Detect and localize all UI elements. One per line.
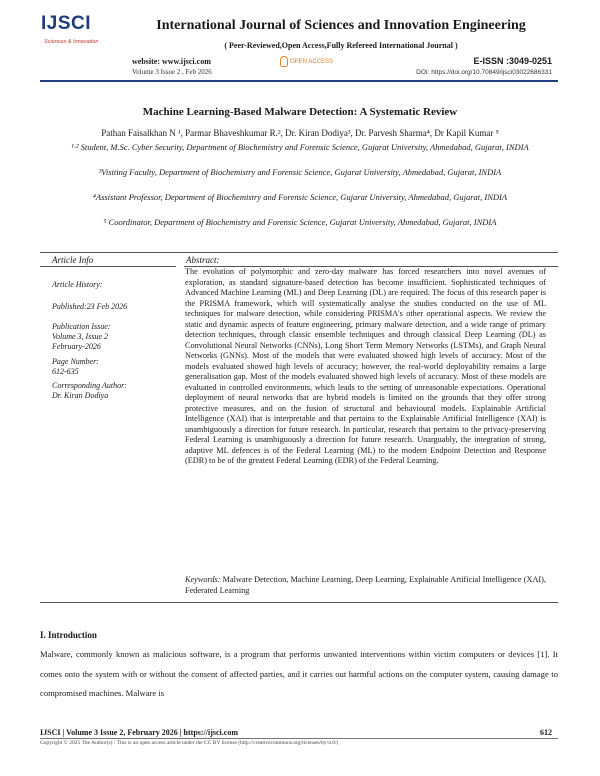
affiliation-1: ¹·² Student, M.Sc. Cyber Security, Department of Biochemistry and Forensic Science, Gujarat University, Ahmedabad, Gujarat, INDIA: [71, 142, 529, 152]
copyright-notice: Copyright © 2025 The Author(s) : This is an open access article under the CC BY license (http://creativecommons.org/licenses/by/4.0/): [40, 740, 339, 746]
keywords-list: Malware Detection, Machine Learning, Deep Learning, Explainable Artificial Intelligence (XAI), Federated Learning: [185, 575, 546, 595]
article-history: Article History:: [52, 280, 103, 289]
author-list: Pathan Faisalkhan N ¹, Parmar Bhaveshkumar R.², Dr. Kiran Dodiya³, Dr. Parvesh Sharma⁴, Dr Kapil Kumar ⁵: [101, 128, 499, 138]
section-heading-introduction: I. Introduction: [40, 630, 97, 640]
doi-link[interactable]: DOI: https://doi.org/10.70849/ijsci03022686331: [416, 69, 552, 76]
article-info-rule: [40, 266, 176, 267]
issn: E-ISSN :3049-0251: [473, 56, 552, 66]
footer-divider: [40, 738, 558, 739]
affiliation-3: ⁴Assistant Professor, Department of Biochemistry and Forensic Science, Gujarat University, Ahmedabad, Gujarat, INDIA: [92, 192, 508, 202]
open-access-icon: [280, 56, 288, 67]
article-info-heading: Article Info: [52, 255, 94, 265]
volume-info: Volume 3 Issue 2 , Feb 2026: [132, 68, 212, 76]
page-number-footer: 612: [540, 728, 552, 737]
journal-subtitle: ( Peer-Reviewed,Open Access,Fully Refereed International Journal ): [224, 41, 458, 50]
page-number: Page Number: 612-635: [52, 357, 99, 376]
abstract-heading: Abstract:: [186, 255, 220, 265]
keywords-label: Keywords:: [185, 575, 221, 584]
corresponding-author: Corresponding Author: Dr. Kiran Dodiya: [52, 381, 127, 400]
open-access-label: OPEN ACCESS: [290, 59, 334, 65]
introduction-text: Malware, commonly known as malicious software, is a program that performs unwanted interventions within victim computers or devices [1]. It comes onto the system with or without the consent of affected parties, and it carries out harmful actions on the computer system, causing damage to compromised machines. Malware is: [40, 649, 558, 698]
publication-issue: Publication Issue: Volume 3, Issue 2 February-2026: [52, 322, 111, 351]
journal-logo-subtitle: Sciences & Innovation: [44, 39, 99, 45]
abstract-bottom-rule: [40, 602, 558, 603]
header-divider: [40, 80, 558, 82]
keywords: [185, 574, 546, 596]
affiliation-2: ³Visiting Faculty, Department of Biochemistry and Forensic Science, Gujarat University, Ahmedabad, Gujarat, INDIA: [98, 167, 502, 177]
abstract-top-rule: [40, 252, 558, 253]
abstract-text: The evolution of polymorphic and zero-day malware has forced researchers into novel avenues of exploration, as standard signature-based detection has become insufficient. Sophisticated techniques of Advanced Machine Learning (ML) and Deep Learning (DL) are required. The focus of this research paper is the PRISMA framework, which will systematically analyse the studies conducted on the use of ML techniques for malware detection, while considering PRISMA's other operational aspects. We review the static and dynamic aspects of feature engineering, primary malware detection, and a wide range of primary detection techniques, through classic ensemble techniques and through classical Deep Learning (DL) as Convolutional Neural Networks (CNNs), Long Short Term Memory Networks (LSTMs), and Graph Neural Networks (GNNs). Most of the models that were evaluated showed high levels of accuracy. Most of the models evaluated showed high levels of accuracy; however, the real-world deployability remains a large generalisation gap. Most of the models evaluated showed high levels of accuracy. Most of these models are evaluated in controlled environments, which leads to the setting of unreasonable expectations. Operational deployment of neural networks that are hybrid models is limited on the grounds that they offer strong protective measures, and on the fusion of structural and behavioural models. Explainable Artificial Intelligence (XAI) that is interpretable and that pertains to the Explainable Artificial Intelligence (XAI) is unambiguously a direction for future research. In particular, research that pertains to the privacy-preserving Federal Learning is unambiguously a direction for future research. Unarguably, the integration of strong, adaptive ML defences is of the Federal Learning (ML) to the modern Endpoint Detection and Response (EDR) to be of the greatest Federal Learning (EDR) of the Federal Learning.: [185, 267, 546, 465]
published-date: Published:23 Feb 2026: [52, 302, 128, 311]
paper-title: Machine Learning-Based Malware Detection: A Systematic Review: [142, 106, 458, 118]
journal-website[interactable]: website: www.ijsci.com: [132, 57, 211, 66]
journal-title: International Journal of Sciences and Innovation Engineering: [156, 18, 526, 33]
affiliation-4: ⁵ Coordinator, Department of Biochemistry and Forensic Science, Gujarat University, Ahmedabad, Gujarat, INDIA: [103, 217, 497, 227]
journal-logo: IJSCI: [41, 13, 92, 34]
footer-journal-info: IJSCI | Volume 3 Issue 2, February 2026 | https://ijsci.com: [40, 728, 238, 737]
